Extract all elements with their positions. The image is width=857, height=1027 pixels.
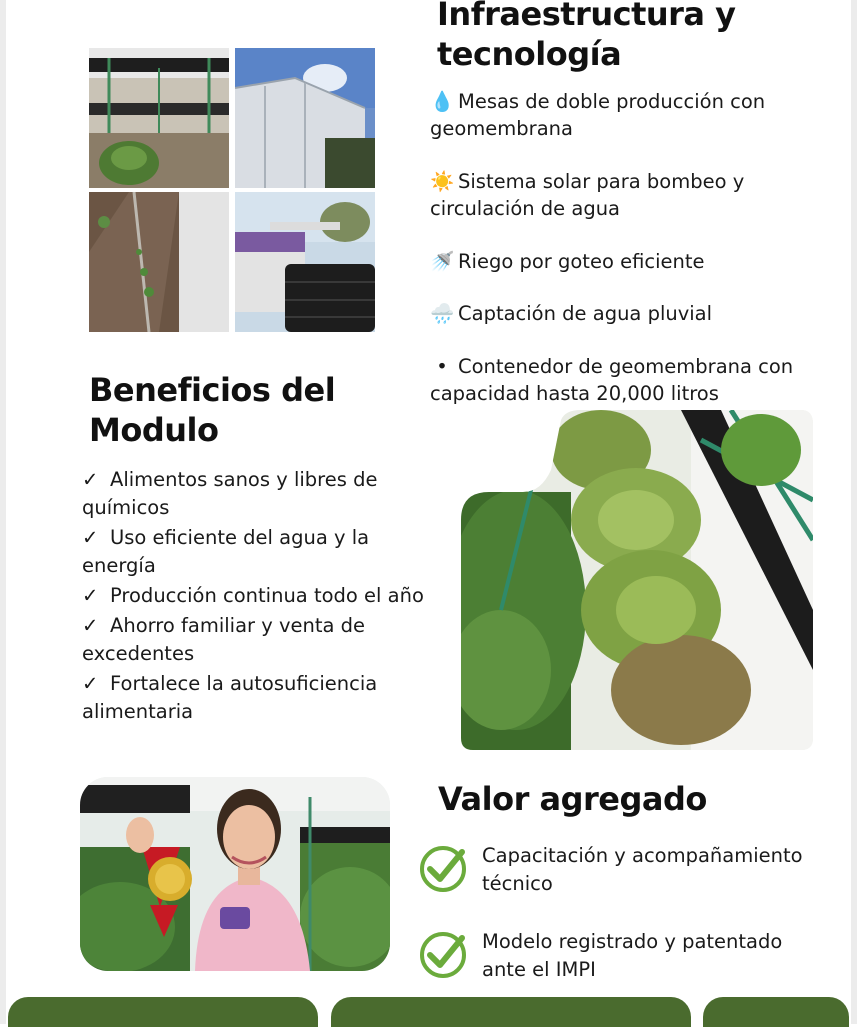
infra-item-text: Contenedor de geomembrana con capacidad hasta 20,000 litros <box>430 355 794 405</box>
value-added-title: Valor agregado <box>438 780 707 818</box>
shower-icon: 🚿 <box>430 250 455 273</box>
left-border <box>0 0 6 1024</box>
benefits-list <box>82 466 442 728</box>
list-item <box>82 524 442 580</box>
photo-greenhouse-exterior <box>235 48 375 188</box>
checkmark-icon: ✓ <box>82 614 99 637</box>
infra-item-text: Captación de agua pluvial <box>458 302 713 325</box>
checkmark-icon: ✓ <box>82 468 99 491</box>
sun-icon: ☀️ <box>430 170 455 193</box>
photo-soil-rows <box>89 192 229 332</box>
infra-item-text: Mesas de doble producción con geomembrana <box>430 90 766 140</box>
benefit-text: Ahorro familiar y venta de excedentes <box>82 614 366 665</box>
list-item <box>430 353 840 407</box>
list-item <box>430 248 840 275</box>
benefit-text: Uso eficiente del agua y la energía <box>82 526 370 577</box>
list-item <box>418 842 822 898</box>
infra-item-text: Sistema solar para bombeo y circulación de agua <box>430 170 745 220</box>
check-circle-icon <box>418 844 468 894</box>
bullet-icon: • <box>436 355 448 378</box>
list-item <box>430 168 840 222</box>
photo-woman-with-medal <box>80 777 390 971</box>
list-item <box>418 928 822 984</box>
value-added-text: Modelo registrado y patentado ante el IMPI <box>482 930 783 981</box>
benefit-text: Alimentos sanos y libres de químicos <box>82 468 378 519</box>
benefit-text: Producción continua todo el año <box>110 584 424 607</box>
footer-bar-right <box>703 997 849 1027</box>
footer-bar-left <box>8 997 318 1027</box>
checkmark-icon: ✓ <box>82 584 99 607</box>
infrastructure-title: Infraestructura y tecnología <box>437 0 736 73</box>
droplet-icon: 💧 <box>430 90 455 113</box>
photo-lettuce-hydroponics <box>461 410 813 750</box>
list-item <box>82 582 442 610</box>
photo-water-tank <box>235 192 375 332</box>
list-item <box>82 670 442 726</box>
check-circle-icon <box>418 930 468 980</box>
right-border <box>851 0 857 1024</box>
benefit-text: Fortalece la autosuficiencia alimentaria <box>82 672 378 723</box>
benefits-title: Beneficios del Modulo <box>89 371 336 449</box>
checkmark-icon: ✓ <box>82 672 99 695</box>
list-item <box>430 300 840 327</box>
checkmark-icon: ✓ <box>82 526 99 549</box>
list-item <box>82 612 442 668</box>
footer-bar-center <box>331 997 691 1027</box>
list-item <box>82 466 442 522</box>
photo-greenhouse-tables <box>89 48 229 188</box>
list-item <box>430 88 840 142</box>
value-added-text: Capacitación y acompañamiento técnico <box>482 844 803 895</box>
infra-item-text: Riego por goteo eficiente <box>458 250 705 273</box>
rain-cloud-icon: 🌧️ <box>430 302 455 325</box>
